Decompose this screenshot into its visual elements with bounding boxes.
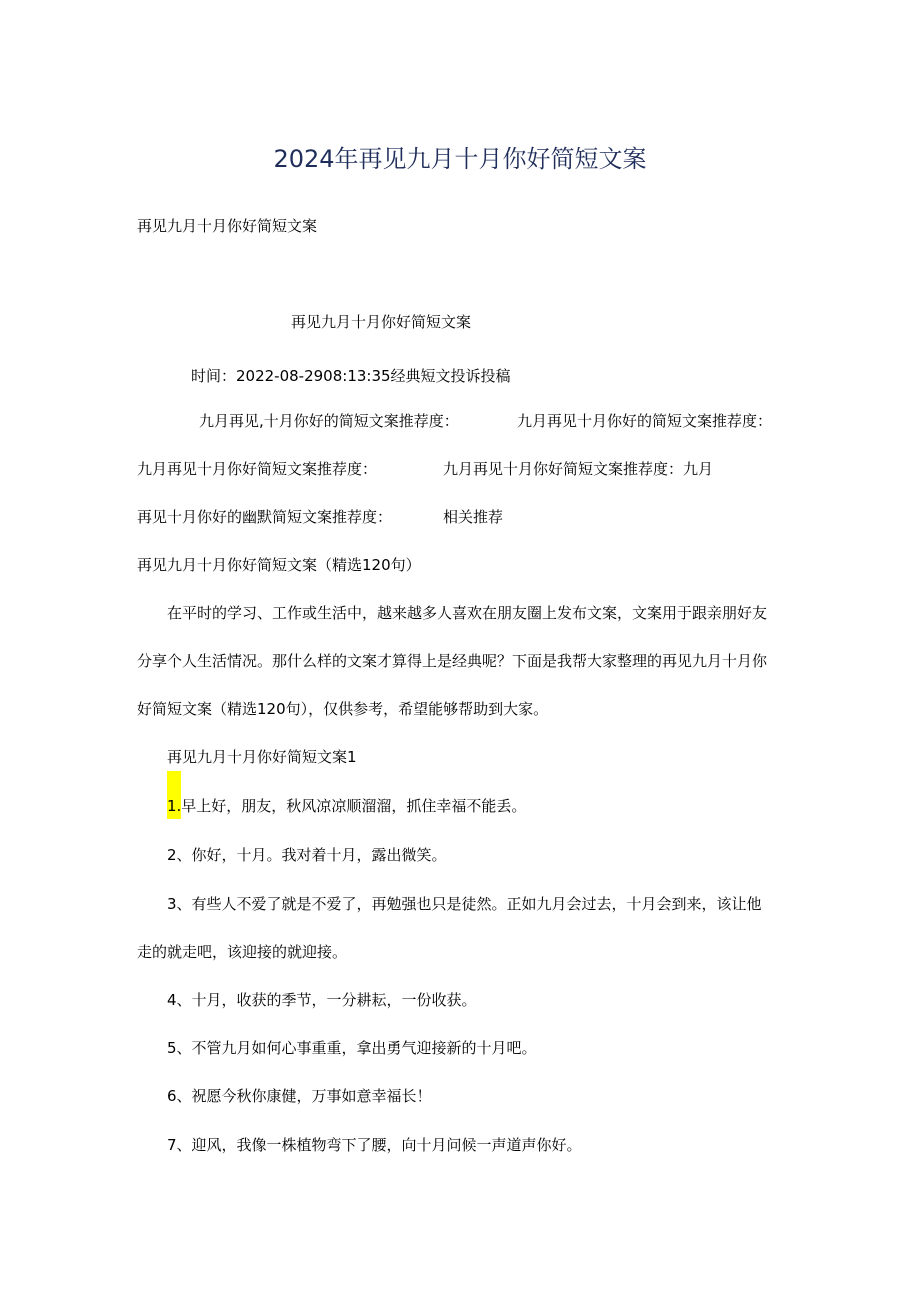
intro-line: 在平时的学习、工作或生活中，越来越多人喜欢在朋友圈上发布文案，文案用于跟亲朋好友 [167, 604, 768, 622]
recommend-item: 再见十月你好的幽默简短文案推荐度： [137, 508, 393, 526]
subtitle: 再见九月十月你好简短文案 [137, 217, 318, 235]
meta-line: 时间：2022-08-2908:13:35经典短文投诉投稿 [191, 367, 511, 385]
article-title: 再见九月十月你好简短文案 [291, 313, 472, 331]
recommend-item: 九月再见,十月你好的简短文案推荐度： [199, 412, 459, 430]
list-item: 7、迎风，我像一株植物弯下了腰，向十月问候一声道声你好。 [167, 1136, 582, 1154]
list-item: 2、你好，十月。我对着十月，露出微笑。 [167, 846, 447, 864]
recommend-item: 九月再见十月你好简短文案推荐度：九月 [443, 460, 714, 478]
list-item: 5、不管九月如何心事重重，拿出勇气迎接新的十月吧。 [167, 1039, 537, 1057]
list-item: 1.早上好，朋友，秋风凉凉顺溜溜，抓住幸福不能丢。 [167, 797, 527, 815]
recommend-item: 九月再见十月你好简短文案推荐度： [137, 460, 378, 478]
list-item: 4、十月，收获的季节，一分耕耘，一份收获。 [167, 991, 477, 1009]
recommend-item: 九月再见十月你好的简短文案推荐度： [517, 412, 773, 430]
list-heading: 再见九月十月你好简短文案1 [167, 748, 357, 766]
list-item: 3、有些人不爱了就是不爱了，再勉强也只是徒然。正如九月会过去，十月会到来，该让他 [167, 895, 762, 913]
list-item: 6、祝愿今秋你康健，万事如意幸福长！ [167, 1087, 432, 1105]
related-recommend-link[interactable]: 相关推荐 [443, 508, 504, 526]
intro-line: 分享个人生活情况。那什么样的文案才算得上是经典呢？下面是我帮大家整理的再见九月十月你 [137, 652, 768, 670]
document-title: 2024年再见九月十月你好简短文案 [273, 145, 647, 173]
section-heading: 再见九月十月你好简短文案（精选120句） [137, 556, 421, 574]
intro-line: 好简短文案（精选120句），仅供参考，希望能够帮助到大家。 [137, 700, 549, 718]
list-item-continued: 走的就走吧，该迎接的就迎接。 [137, 943, 348, 961]
